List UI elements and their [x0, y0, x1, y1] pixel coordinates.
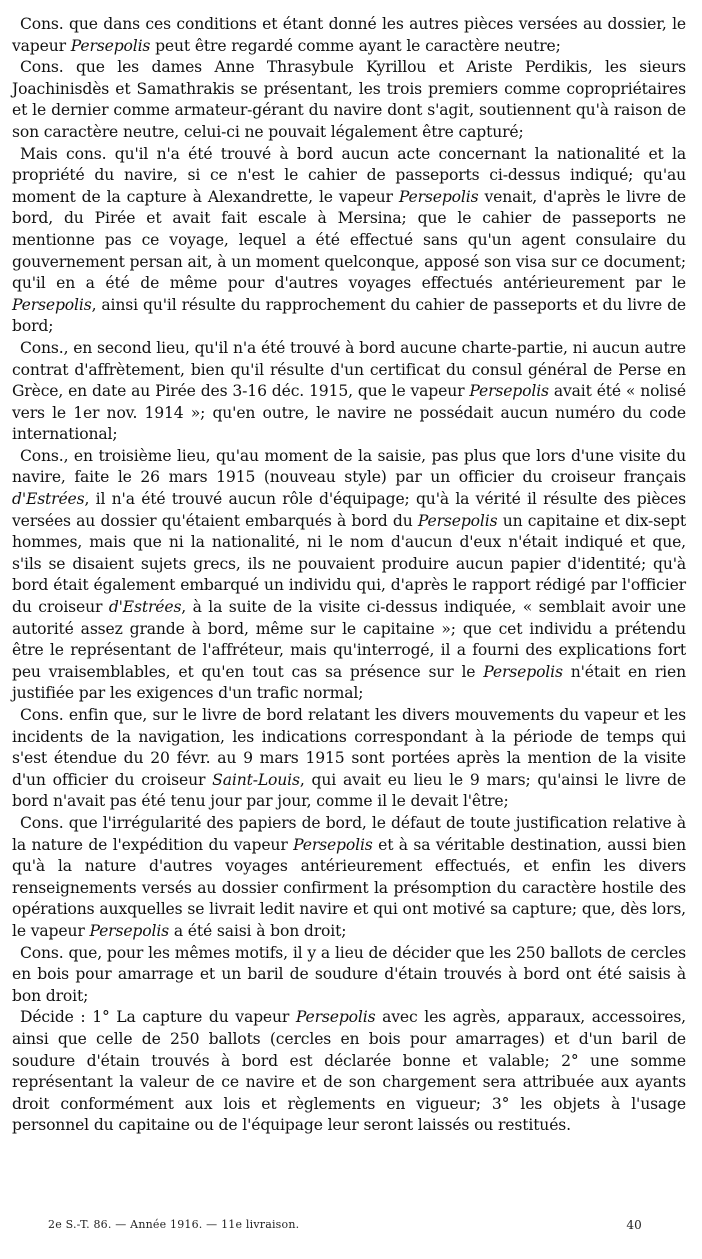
text-segment: Cons. que l'irrégularité des papiers de bord, le défaut de toute justification relative à la nature de l'expédition du vapeur — [12, 813, 686, 854]
text-segment: avec les agrès, apparaux, accessoires, ainsi que celle de 250 ballots (cercles en bois pour amarrages) et d'un baril de soudure d'étain trouvés à bord est déclarée bonne et valable; 2° une somme représentant la valeur de ce navire et de son chargement sera attribuée aux ayants droit conformément aux lois et règlements en vigueur; 3° les objets à l'usage personnel du capitaine ou de l'équipage leur seront laissés ou restitués. — [12, 1008, 686, 1135]
paragraph-p7 — [12, 813, 686, 943]
italic-segment: Persepolis — [293, 835, 373, 854]
paragraph-p3 — [12, 144, 686, 338]
document-body — [12, 14, 686, 1137]
paragraph-p1 — [12, 14, 686, 57]
text-segment: , ainsi qu'il résulte du rapprochement du cahier de passeports et du livre de bord; — [12, 295, 686, 336]
text-segment: Cons. que dans ces conditions et étant donné les autres pièces versées au dossier, le vapeur — [12, 15, 686, 55]
text-segment: Cons., en second lieu, qu'il n'a été trouvé à bord aucune charte-partie, ni aucun autre contrat d'affrètement, bien qu'il résulte d'un certificat du consul général de Perse en Grèce, en date au Pirée des 3-16 déc. 1915, que le vapeur — [12, 338, 686, 401]
paragraph-p6 — [12, 705, 686, 813]
italic-segment: Persepolis — [70, 36, 151, 55]
paragraph-p5 — [12, 446, 686, 705]
italic-segment: Saint-Louis — [212, 770, 300, 789]
page-number: 40 — [626, 1218, 642, 1232]
text-segment: , qui avait eu lieu le 9 mars; qu'ainsi le livre de bord n'avait pas été tenu jour par jour, comme il le devait l'être; — [12, 770, 686, 811]
text-segment: Cons. que, pour les mêmes motifs, il y a lieu de décider que les 250 ballots de cercles en bois pour amarrage et un baril de soudure d'étain trouvés à bord ont été saisis à bon droit; — [12, 943, 686, 1005]
text-segment: et à sa véritable destination, aussi bien qu'à la nature d'autres voyages antérieurement effectués, et enfin les divers renseignements versés au dossier confirment la présomption du caractère hostile des opérations auxquelles se livrait ledit navire et qui ont motivé sa capture; que, dès lors, le vapeur — [12, 835, 686, 940]
text-segment: Cons. enfin que, sur le livre de bord relatant les divers mouvements du vapeur et les incidents de la navigation, les indications correspondant à la période de temps qui s'est étendue du 20 févr. au 9 mars 1915 sont portées après la mention de la visite d'un officier du croiseur — [12, 706, 686, 789]
italic-segment: Persepolis — [89, 921, 170, 940]
text-segment: Décide : 1° La capture du vapeur — [20, 1008, 296, 1027]
paragraph-p8 — [12, 943, 686, 1008]
italic-segment: Persepolis — [12, 295, 92, 314]
paragraph-p2 — [12, 57, 686, 143]
text-segment: Mais cons. qu'il n'a été trouvé à bord aucun acte concernant la nationalité et la propriété du navire, si ce n'est le cahier de passeports ci-dessus indiqué; qu'au moment de la capture à Alexandrette, le vapeur — [12, 144, 686, 206]
italic-segment: Persepolis — [469, 382, 549, 401]
text-segment: un capitaine et dix-sept hommes, mais que ni la nationalité, ni le nom d'aucun d'eux n'était indiqué et que, s'ils se disaient sujets grecs, ils ne pouvaient produire aucun papier d'identité; qu'à bord était également embarqué un individu qui, d'après le rapport rédigé par l'officier du croiseur — [12, 511, 686, 617]
text-segment: peut être regardé comme ayant le caractère neutre; — [150, 36, 561, 55]
footer-reference: 2e S.-T. 86. — Année 1916. — 11e livraison. — [48, 1218, 300, 1231]
italic-segment: Persepolis — [295, 1008, 376, 1027]
paragraph-p4 — [12, 338, 686, 446]
text-segment: venait, d'après le livre de bord, du Pirée et avait fait escale à Mersina; que le cahier de passeports ne mentionne pas ce voyage, lequel a été effectué sans qu'un agent consulaire du gouvernement persan ait, à un moment quelconque, apposé son visa sur ce document; qu'il en a été de même pour d'autres voyages effectués antérieurement par le — [12, 187, 686, 293]
italic-segment: d'Estrées — [108, 598, 182, 617]
text-segment: a été saisi à bon droit; — [169, 921, 347, 940]
text-segment: Cons. que les dames Anne Thrasybule Kyrillou et Ariste Perdikis, les sieurs Joachinisdès et Samathrakis se présentant, les trois premiers comme copropriétaires et le dernier comme armateur-gérant du navire dont s'agit, soutiennent qu'à raison de son caractère neutre, celui-ci ne pouvait légalement être capturé; — [12, 58, 686, 141]
italic-segment: Persepolis — [417, 511, 498, 530]
italic-segment: d'Estrées — [12, 490, 85, 509]
text-segment: , il n'a été trouvé aucun rôle d'équipage; qu'à la vérité il résulte des pièces versées au dossier qu'étaient embarqués à bord du — [12, 490, 686, 530]
text-segment: n'était en rien justifiée par les exigences d'un trafic normal; — [12, 662, 686, 703]
text-segment: Cons., en troisième lieu, qu'au moment de la saisie, pas plus que lors d'une visite du navire, faite le 26 mars 1915 (nouveau style) par un officier du croiseur français — [12, 446, 686, 487]
text-segment: avait été « nolisé vers le 1er nov. 1914 »; qu'en outre, le navire ne possédait aucun numéro du code international; — [12, 382, 686, 444]
paragraph-p9 — [12, 1007, 686, 1137]
italic-segment: Persepolis — [483, 662, 563, 681]
text-segment: , à la suite de la visite ci-dessus indiquée, « semblait avoir une autorité assez grande à bord, même sur le capitaine »; que cet individu a prétendu être le représentant de l'affréteur, mais qu'interrogé, il a fourni des explications fort peu vraisemblables, et qu'en tout cas sa présence sur le — [12, 598, 686, 681]
italic-segment: Persepolis — [398, 187, 479, 206]
